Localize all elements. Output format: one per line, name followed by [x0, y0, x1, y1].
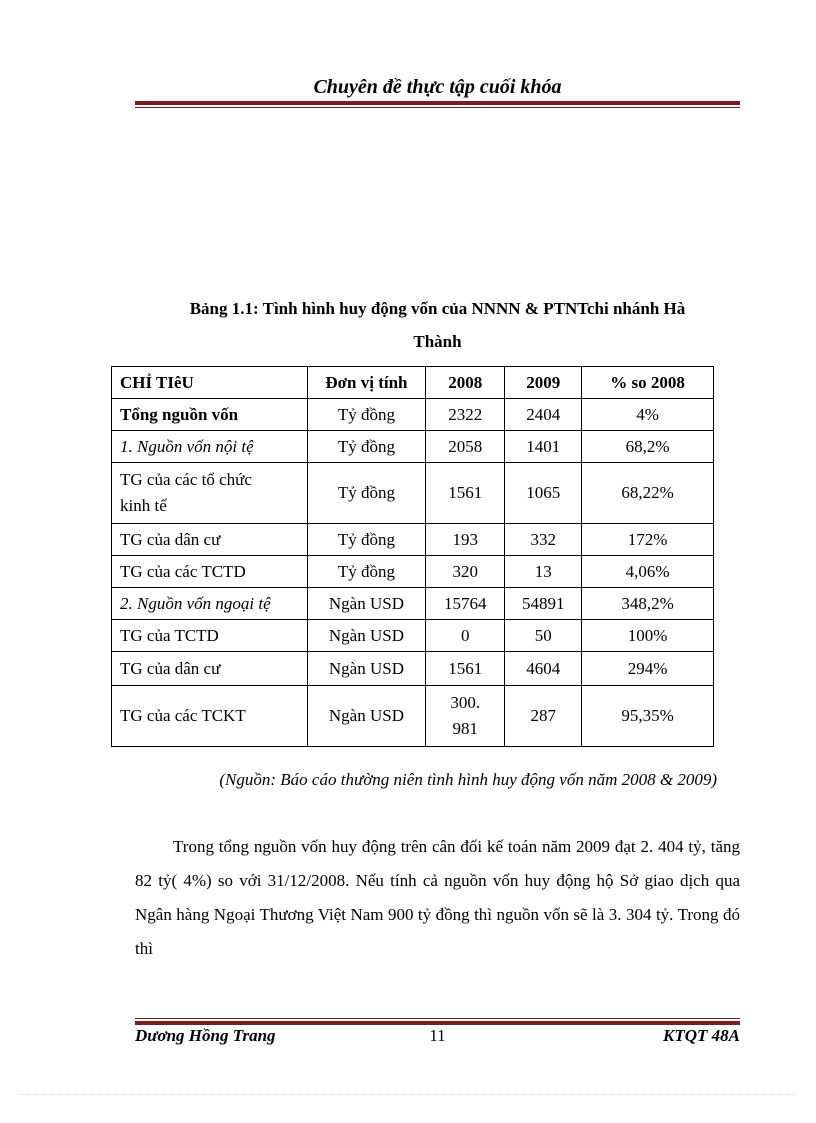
- footer-rule-thin: [135, 1018, 740, 1019]
- row-unit: Ngàn USD: [307, 686, 426, 747]
- row-unit: Tỷ đồng: [307, 524, 426, 556]
- table-caption-line2: Thành: [413, 332, 462, 351]
- row-label-line1: TG của các tổ chức: [120, 470, 252, 489]
- row-2009: 50: [505, 620, 582, 652]
- page-bottom-border: [20, 1094, 796, 1095]
- footer-class-code: KTQT 48A: [663, 1026, 740, 1045]
- source-note: (Nguồn: Báo cáo thường niên tình hình huy động vốn năm 2008 & 2009): [219, 770, 717, 789]
- table-row: [112, 620, 714, 652]
- table-row: [112, 431, 714, 463]
- row-label: TG của dân cư: [112, 524, 308, 556]
- row-pct: 68,22%: [582, 463, 714, 524]
- row-label: TG của các TCTD: [112, 556, 308, 588]
- row-2008: 193: [426, 524, 505, 556]
- header-rule-thin: [135, 107, 740, 108]
- header-cell-2009: 2009: [505, 367, 582, 399]
- row-pct: 95,35%: [582, 686, 714, 747]
- row-pct: 68,2%: [582, 431, 714, 463]
- row-label: TG của các TCKT: [112, 686, 308, 747]
- body-paragraph: Trong tổng nguồn vốn huy động trên cân đối kế toán năm 2009 đạt 2. 404 tỷ, tăng 82 tỷ( 4%) so với 31/12/2008. Nếu tính cả nguồn vốn huy động hộ Sở giao dịch qua Ngân hàng Ngoại Thương Việt Nam 900 tỷ đồng thì nguồn vốn sẽ là 3. 304 tỷ. Trong đó thì: [135, 837, 740, 958]
- header-rule-thick: [135, 101, 740, 105]
- row-label: [112, 463, 308, 524]
- header-title: Chuyên đề thực tập cuối khóa: [313, 76, 562, 98]
- row-unit: Ngàn USD: [307, 588, 426, 620]
- table-row: [112, 399, 714, 431]
- row-2009: 13: [505, 556, 582, 588]
- capital-table: [111, 366, 714, 747]
- row-2009: 287: [505, 686, 582, 747]
- row-unit: Ngàn USD: [307, 620, 426, 652]
- header-cell-pct: % so 2008: [582, 367, 714, 399]
- row-2008: 0: [426, 620, 505, 652]
- table-row: [112, 588, 714, 620]
- row-unit: Tỷ đồng: [307, 399, 426, 431]
- table-row: [112, 524, 714, 556]
- row-pct: 294%: [582, 652, 714, 686]
- row-pct: 4%: [582, 399, 714, 431]
- table-row: [112, 463, 714, 524]
- row-2009: 1401: [505, 431, 582, 463]
- row-2008-line1: 300.: [450, 693, 481, 712]
- row-2009: 54891: [505, 588, 582, 620]
- row-unit: Tỷ đồng: [307, 431, 426, 463]
- table-caption: [135, 292, 740, 358]
- row-2008: [426, 686, 505, 747]
- row-pct: 100%: [582, 620, 714, 652]
- table-header-row: [112, 367, 714, 399]
- row-2008-line2: 981: [452, 719, 479, 738]
- row-label: TG của dân cư: [112, 652, 308, 686]
- page-number: 11: [429, 1026, 446, 1045]
- row-pct: 4,06%: [582, 556, 714, 588]
- footer-rule-thick: [135, 1021, 740, 1025]
- row-2008: 1561: [426, 652, 505, 686]
- row-2008: 320: [426, 556, 505, 588]
- footer-author: Dương Hồng Trang: [135, 1026, 276, 1045]
- row-2008: 2322: [426, 399, 505, 431]
- footer: [135, 1026, 740, 1052]
- row-2009: 332: [505, 524, 582, 556]
- table-row: [112, 686, 714, 747]
- row-pct: 172%: [582, 524, 714, 556]
- header-cell-indicator: CHỈ TIêU: [112, 367, 308, 399]
- row-2009: 2404: [505, 399, 582, 431]
- row-2008: 1561: [426, 463, 505, 524]
- row-2009: 4604: [505, 652, 582, 686]
- table-caption-line1: Bảng 1.1: Tình hình huy động vốn của NNNN & PTNTchi nhánh Hà: [189, 299, 686, 318]
- row-2009: 1065: [505, 463, 582, 524]
- row-label-line2: kinh tế: [120, 496, 167, 515]
- header-cell-unit: Đơn vị tính: [307, 367, 426, 399]
- row-unit: Ngàn USD: [307, 652, 426, 686]
- row-2008: 15764: [426, 588, 505, 620]
- header-cell-2008: 2008: [426, 367, 505, 399]
- row-label: 2. Nguồn vốn ngoại tệ: [112, 588, 308, 620]
- row-unit: Tỷ đồng: [307, 463, 426, 524]
- row-label: TG của TCTD: [112, 620, 308, 652]
- row-unit: Tỷ đồng: [307, 556, 426, 588]
- table-row: [112, 556, 714, 588]
- row-2008: 2058: [426, 431, 505, 463]
- table-row: [112, 652, 714, 686]
- row-label: 1. Nguồn vốn nội tệ: [112, 431, 308, 463]
- row-label: Tổng nguồn vốn: [112, 399, 308, 431]
- row-pct: 348,2%: [582, 588, 714, 620]
